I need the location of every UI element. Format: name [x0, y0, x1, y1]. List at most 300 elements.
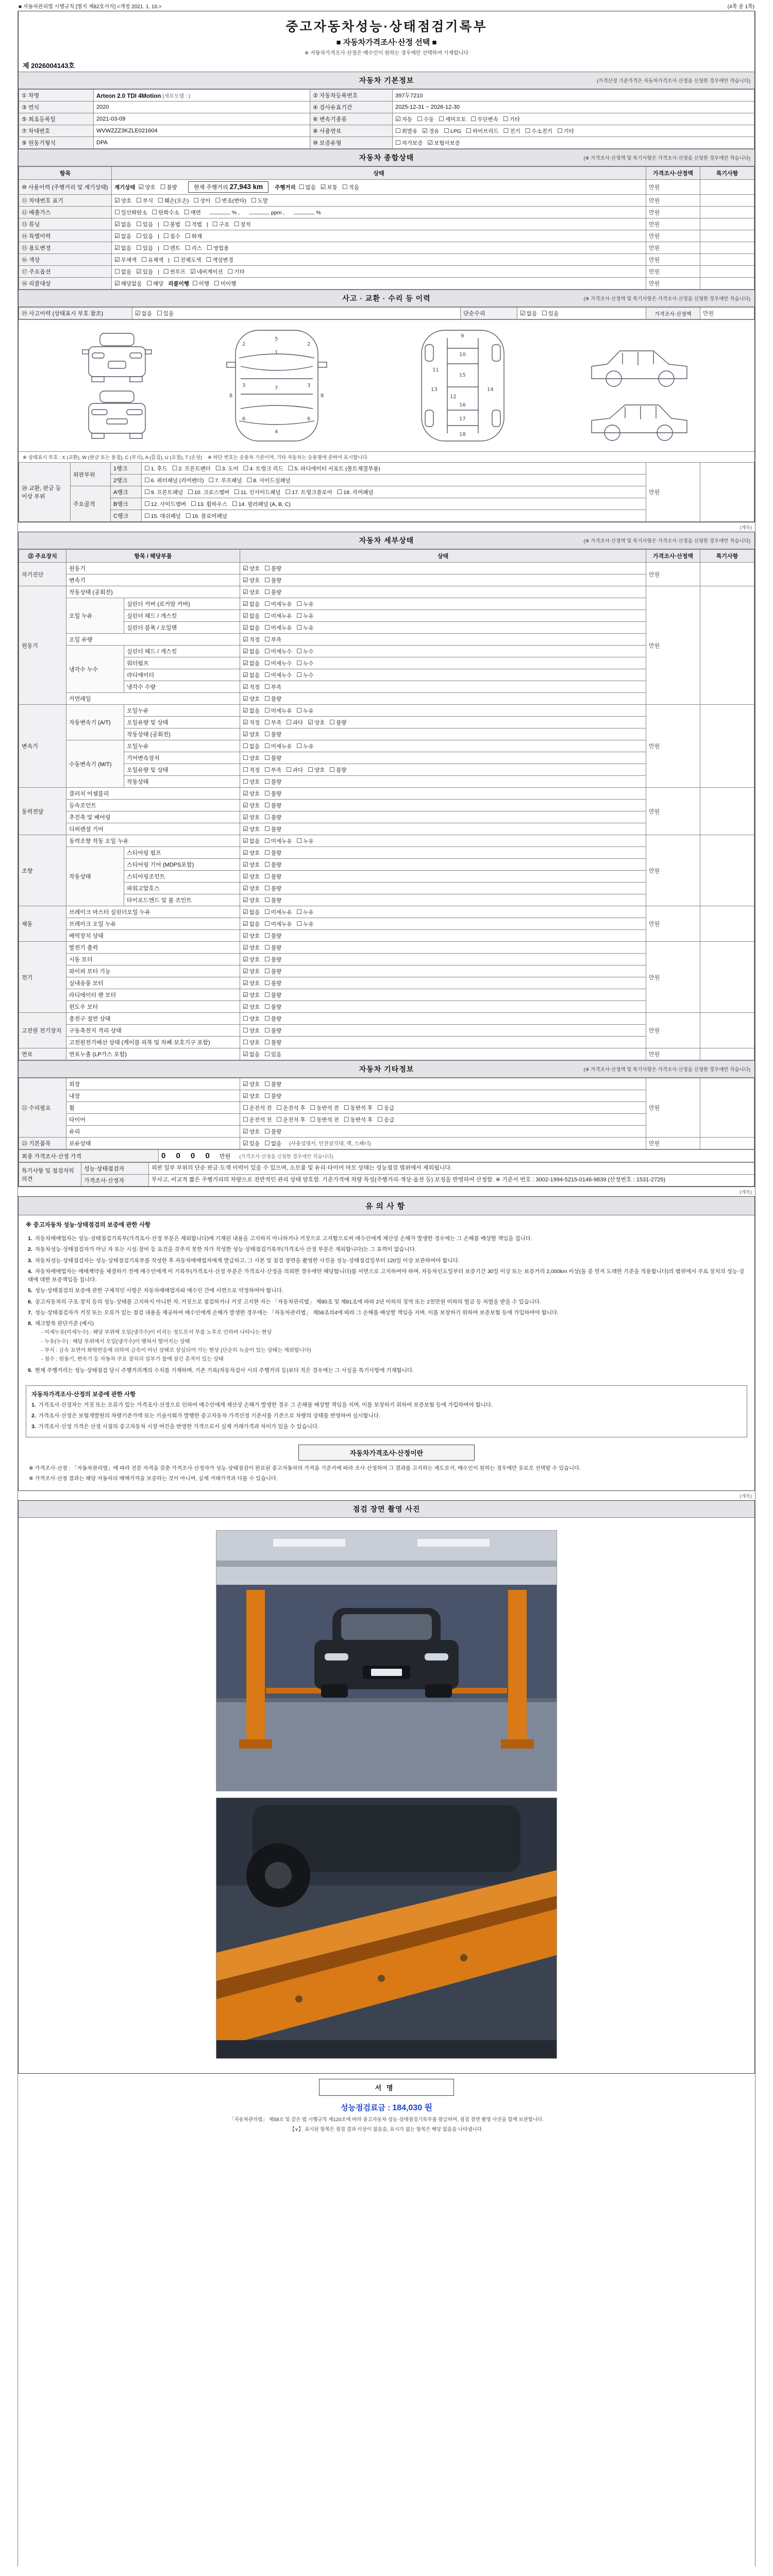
price-cell: 만원 — [700, 308, 754, 319]
checkbox[interactable]: ☐ 미세누유 — [264, 612, 292, 619]
checkbox[interactable]: ☑ 양호 — [243, 564, 260, 572]
empty-box-icon: ☐ — [264, 564, 270, 572]
group-name: 연료 — [19, 1048, 66, 1060]
checkbox[interactable]: ☑ 양호 — [243, 872, 260, 880]
checkbox[interactable]: ☑ 양호 — [243, 825, 260, 833]
checkbox[interactable]: ☐ 훼손(오손) — [158, 196, 189, 204]
checkbox[interactable]: ☑ 양호 — [243, 813, 260, 821]
checkbox[interactable]: ☑ 없음 — [243, 908, 260, 916]
checkbox[interactable]: ☐ 누유 — [296, 706, 314, 714]
checkbox[interactable]: ☐ 장치 — [233, 220, 251, 228]
item-state — [240, 965, 646, 977]
checkbox[interactable]: ☐ 썬루프 — [163, 267, 186, 275]
checkbox[interactable]: ☐ 자가보증 — [395, 139, 423, 146]
checkbox[interactable]: ☑ 없음 — [114, 220, 132, 228]
checkbox[interactable]: ☐ 불량 — [264, 860, 282, 868]
checkbox[interactable]: ☐ 15. 대쉬패널 — [144, 512, 181, 519]
checkbox[interactable]: ☐ 전기 — [503, 127, 520, 134]
checkbox[interactable]: ☐ 없음 — [114, 267, 132, 275]
checkbox[interactable]: ☐ 많음 — [298, 183, 316, 191]
checkbox[interactable]: ☐ 불량 — [264, 813, 282, 821]
checkbox[interactable]: ☐ 과다 — [286, 718, 304, 726]
svg-text:5: 5 — [275, 336, 278, 342]
checkbox[interactable]: ☐ 과다 — [286, 766, 304, 773]
checkbox[interactable]: ☐ 불량 — [264, 730, 282, 738]
checkbox[interactable]: ☑ 양호 — [243, 576, 260, 584]
checkbox[interactable]: ☑ 있음 — [136, 267, 154, 275]
item-state: ☑ 있음 ☐ 없음 (사용설명서, 안전삼각대, 잭, 스패너) — [240, 1138, 646, 1149]
empty-box-icon: ☐ — [144, 476, 150, 484]
checked-box-icon: ☑ — [243, 600, 248, 607]
checkbox[interactable]: ☐ 9. 프론트패널 — [144, 488, 183, 496]
checked-box-icon: ☑ — [243, 576, 248, 584]
checkbox[interactable]: ☑ 양호 — [243, 967, 260, 975]
item-label: 스티어링 펌프 — [124, 847, 240, 859]
checkbox[interactable]: ☐ 3. 도어 — [215, 464, 239, 472]
checkbox[interactable]: ☑ 없음 — [243, 647, 260, 655]
notice-subitem: - 누유(누수) : 해당 부위에서 오일(냉각수)이 맺혀서 떨어지는 상태 — [41, 1338, 190, 1345]
checkbox[interactable]: ☑ 없음 — [243, 623, 260, 631]
empty-box-icon: ☐ — [184, 232, 191, 240]
checkbox[interactable]: ☐ 11. 인사이드패널 — [234, 488, 281, 496]
checkbox[interactable]: ☐ 휘발유 — [395, 127, 418, 134]
checkbox[interactable]: ☐ 불량 — [264, 896, 282, 904]
checkbox[interactable]: ☐ 불량 — [264, 564, 282, 572]
group-name: 동력전달 — [19, 788, 66, 835]
checkbox[interactable]: ☐ 16. 플로어패널 — [185, 512, 227, 519]
checkbox[interactable]: ☐ 변조(변타) — [215, 196, 246, 204]
empty-box-icon: ☐ — [227, 267, 233, 275]
checkbox[interactable]: ☐ 부족 — [264, 635, 282, 643]
checkbox[interactable]: ☐ 불량 — [264, 588, 282, 596]
row-label: ⑰ 주요옵션 — [19, 266, 112, 278]
item-label: 시동 모터 — [66, 954, 240, 965]
checked-box-icon: ☑ — [243, 1003, 248, 1010]
empty-box-icon: ☐ — [343, 1104, 349, 1111]
checkbox[interactable]: ☑ 보통 — [320, 183, 338, 191]
checkbox[interactable]: ☐ 불량 — [264, 754, 282, 761]
checkbox[interactable]: ☐ 일산화탄소 — [114, 208, 147, 216]
checkbox[interactable]: ☐ 미세누유 — [264, 623, 292, 631]
table-row — [19, 1090, 754, 1102]
empty-box-icon: ☐ — [264, 623, 270, 631]
item-label: 스티어링 기어 (MDPS포함) — [124, 859, 240, 871]
checkbox[interactable]: ☑ 양호 — [243, 1080, 260, 1088]
checked-box-icon: ☑ — [395, 115, 401, 123]
checkbox[interactable]: ☐ 불량 — [264, 849, 282, 856]
checkbox[interactable]: ☐ 미세누수 — [264, 659, 292, 667]
empty-box-icon: ☐ — [395, 127, 401, 134]
svg-text:12: 12 — [449, 394, 457, 400]
checkbox[interactable]: ☐ 5. 라디에이터 서포트 (볼트체결부품) — [288, 464, 380, 472]
checkbox[interactable]: ☑ 양호 — [243, 694, 260, 702]
checkbox[interactable]: ☐ 1. 후드 — [144, 464, 167, 472]
checkbox[interactable]: ☐ 양호 — [243, 1038, 260, 1046]
checkbox[interactable]: ☑ 적정 — [243, 718, 260, 726]
checkbox[interactable]: ☐ 적법 — [184, 220, 202, 228]
checkbox[interactable]: ☐ 불량 — [264, 967, 282, 975]
checkbox[interactable]: ☐ 수소전기 — [525, 127, 552, 134]
checkbox[interactable]: ☐ 불량 — [264, 955, 282, 963]
item-label: 유리 — [66, 1126, 240, 1138]
checkbox[interactable]: ☐ 미세누수 — [264, 647, 292, 655]
checkbox[interactable]: ☑ 양호 — [243, 896, 260, 904]
price-cell: 만원 — [646, 705, 700, 788]
item-state — [240, 918, 646, 930]
checkbox[interactable]: ☑ 양호 — [243, 955, 260, 963]
checkbox[interactable]: ☐ 상이 — [193, 196, 211, 204]
checkbox[interactable]: ☐ 12. 사이드멤버 — [144, 500, 186, 507]
checkbox[interactable]: ☐ 부족 — [264, 683, 282, 690]
item-state — [240, 646, 646, 657]
checkbox[interactable]: ☑ 무채색 — [114, 256, 137, 263]
svg-text:11: 11 — [432, 367, 439, 373]
checkbox[interactable]: ☐ 불량 — [160, 183, 177, 191]
checkbox[interactable]: ☐ 4. 트렁크 리드 — [243, 464, 283, 472]
empty-box-icon: ☐ — [146, 279, 153, 287]
note-cell — [700, 563, 754, 586]
checkbox[interactable]: ☐ 없음 — [264, 1140, 282, 1147]
price-cell: 만원 — [646, 230, 700, 242]
notice-item: 4. 자동차매매업자는 매매계약을 체결하기 전에 매수인에게 이 기록부(가격조사·산정 부분은 가격조사·산정을 의뢰한 경우에만 해당합니다)를 서면으로 고지하여야 하며, 자동차인도일부터 보증기간 30일 이상 또는 보증거리 2,000km 이상(둘 중 먼저 도래한 기준을 적용합니다)의 범위에서 주요 장치의 성능·상태에 대한 보증책임을 집니다. — [28, 1268, 745, 1283]
checkbox[interactable]: ☑ 양호 — [243, 1003, 260, 1010]
empty-box-icon: ☐ — [192, 279, 198, 287]
empty-box-icon: ☐ — [144, 464, 150, 472]
checkbox[interactable]: ☑ 양호 — [308, 718, 325, 726]
checkbox[interactable]: ☐ 불량 — [264, 1127, 282, 1135]
checkbox[interactable]: ☐ 누유 — [296, 837, 314, 844]
checkbox[interactable]: ☐ 기타 — [227, 267, 245, 275]
checkbox[interactable]: ☐ 불량 — [264, 576, 282, 584]
checkbox[interactable]: ☑ 양호 — [243, 979, 260, 987]
checkbox[interactable]: ☐ 누수 — [296, 671, 314, 679]
checkbox[interactable]: ☐ 불량 — [264, 801, 282, 809]
checkbox[interactable]: ☐ 미세누수 — [264, 671, 292, 679]
note-cell — [700, 1013, 754, 1048]
table-row — [19, 657, 754, 669]
row-state: ☑ 없음 ☐ 있음 | ☐ 침수 ☐ 화재 — [112, 230, 646, 242]
checkbox[interactable]: ☐ 10. 크로스멤버 — [188, 488, 230, 496]
definition-paragraph: ※ 가격조사·산정 결과는 해당 자동차의 매매가격을 보증하는 것이 아니며, 실제 거래가격과 다를 수 있습니다. — [29, 1476, 278, 1482]
checkbox[interactable]: ☐ 불량 — [264, 931, 282, 939]
group-name: ㉒ 수리필요 — [19, 1078, 66, 1138]
checkbox[interactable]: ☐ 14. 필러패널 (A, B, C) — [231, 500, 291, 507]
checkbox[interactable]: ☑ 없음 — [243, 706, 260, 714]
checkbox[interactable]: ☑ 없음 — [243, 1050, 260, 1058]
checkbox[interactable]: ☐ 하이브리드 — [466, 127, 499, 134]
checkbox[interactable]: ☐ 미세누유 — [264, 837, 292, 844]
empty-box-icon: ☐ — [296, 837, 303, 844]
checkbox[interactable]: ☐ 미세누유 — [264, 920, 292, 927]
checkbox[interactable]: ☐ 불량 — [264, 1026, 282, 1034]
checkbox[interactable]: ☐ 미세누유 — [264, 706, 292, 714]
empty-box-icon: ☐ — [542, 309, 547, 317]
item-state — [240, 1025, 646, 1037]
item-state — [240, 894, 646, 906]
price-cell: 만원 — [646, 180, 700, 195]
empty-box-icon: ☐ — [264, 991, 270, 998]
checkbox[interactable]: ☐ 동반석 후 — [343, 1115, 373, 1123]
checkbox[interactable]: ☐ 양호 — [243, 754, 260, 761]
checkbox[interactable]: ☐ 해당 — [146, 279, 164, 287]
table-row — [19, 242, 754, 254]
checkbox[interactable]: ☐ 탄화수소 — [152, 208, 179, 216]
checkbox[interactable]: ☐ 운전석 후 — [276, 1115, 306, 1123]
checkbox[interactable]: ☐ 있음 — [542, 309, 559, 317]
checkbox[interactable]: ☐ 불량 — [264, 1092, 282, 1099]
checkbox[interactable]: ☐ 13. 휠하우스 — [191, 500, 227, 507]
checkbox[interactable]: ☐ 불량 — [264, 884, 282, 892]
checkbox[interactable]: ☐ 매연 — [183, 208, 201, 216]
checkbox[interactable]: ☐ 불량 — [264, 694, 282, 702]
checkbox[interactable]: ☐ 누유 — [296, 920, 314, 927]
checkbox[interactable]: ☐ 누유 — [296, 742, 314, 750]
checkbox[interactable]: ☑ 양호 — [114, 196, 132, 204]
checkbox[interactable]: ☐ 불량 — [264, 979, 282, 987]
checkbox[interactable]: ☐ 불량 — [264, 789, 282, 797]
checkbox[interactable]: ☐ 동반석 전 — [310, 1115, 339, 1123]
checkbox[interactable]: ☐ 리스 — [184, 244, 202, 251]
simple-repair-label: 단순수리 — [461, 308, 517, 319]
checkbox[interactable]: ☐ 운전석 전 — [243, 1115, 272, 1123]
checkbox[interactable]: ☐ 미세누유 — [264, 600, 292, 607]
checkbox[interactable]: ☑ 양호 — [243, 801, 260, 809]
svg-text:6: 6 — [242, 416, 246, 422]
checked-box-icon: ☑ — [243, 718, 248, 726]
checkbox[interactable]: ☐ 18. 리어패널 — [337, 488, 374, 496]
note-cell — [700, 705, 754, 788]
checkbox[interactable]: ☑ 양호 — [243, 789, 260, 797]
checkbox[interactable]: ☐ 미세누유 — [264, 742, 292, 750]
row-label: ⑬ 튜닝 — [19, 218, 112, 230]
checkbox[interactable]: ☑ 없음 — [243, 837, 260, 844]
checkbox[interactable]: ☐ 불량 — [264, 991, 282, 998]
checkbox[interactable]: ☑ 없음 — [243, 612, 260, 619]
checkbox[interactable]: ☐ 양호 — [243, 1014, 260, 1022]
checkbox[interactable]: ☐ 운전석 전 — [243, 1104, 272, 1111]
checkbox[interactable]: ☑ 없음 — [243, 600, 260, 607]
checkbox[interactable]: ☐ 불량 — [264, 825, 282, 833]
checkbox[interactable]: ☐ 부족 — [264, 718, 282, 726]
checkbox[interactable]: ☑ 경유 — [422, 127, 440, 134]
table-row — [19, 776, 754, 788]
checked-box-icon: ☑ — [243, 920, 248, 927]
table-row — [19, 125, 754, 137]
field-label: ⑨ 원동기형식 — [19, 137, 94, 149]
checkbox[interactable]: ☑ 양호 — [243, 1092, 260, 1099]
checkbox[interactable]: ☑ 양호 — [243, 730, 260, 738]
checkbox[interactable]: ☐ 없음 — [243, 742, 260, 750]
checkbox[interactable]: ☐ 침수 — [163, 232, 180, 240]
checkbox[interactable]: ☑ 네비게이션 — [190, 267, 223, 275]
checkbox[interactable]: ☐ 누유 — [296, 908, 314, 916]
checkbox[interactable]: ☑ 없음 — [114, 244, 132, 251]
checkbox[interactable]: ☐ 부식 — [136, 196, 154, 204]
checkbox[interactable]: ☐ 미세누유 — [264, 908, 292, 916]
checkbox[interactable]: ☐ 누수 — [296, 647, 314, 655]
empty-box-icon: ☐ — [215, 464, 221, 472]
checkbox[interactable]: ☐ 영업용 — [206, 244, 229, 251]
checkbox[interactable]: ☐ 화재 — [184, 232, 202, 240]
checkbox[interactable]: ☐ 양호 — [243, 777, 260, 785]
empty-box-icon: ☐ — [296, 623, 303, 631]
checkbox[interactable]: ☐ 누유 — [296, 612, 314, 619]
checkbox[interactable]: ☐ 불량 — [264, 1080, 282, 1088]
checkbox[interactable]: ☐ 렌트 — [163, 244, 180, 251]
checkbox[interactable]: ☐ 동반석 후 — [343, 1104, 373, 1111]
empty-box-icon: ☐ — [525, 127, 531, 134]
checked-box-icon: ☑ — [243, 908, 248, 916]
checkbox[interactable]: ☐ 적음 — [342, 183, 359, 191]
checkbox[interactable]: ☐ LPG — [444, 127, 462, 134]
checkbox[interactable]: ☐ 불량 — [264, 872, 282, 880]
checked-box-icon: ☑ — [114, 196, 120, 204]
table-row — [19, 1150, 754, 1162]
checkbox[interactable]: ☑ 양호 — [243, 991, 260, 998]
checkbox[interactable]: ☐ 전체도색 — [174, 256, 201, 263]
checkbox[interactable]: ☐ 불량 — [264, 1003, 282, 1010]
checkbox[interactable]: ☐ 있음 — [157, 309, 174, 317]
checked-box-icon: ☑ — [320, 183, 326, 191]
checkbox[interactable]: ☐ 불량 — [264, 943, 282, 951]
checkbox[interactable]: ☐ 구조 — [212, 220, 229, 228]
price-cell: 만원 — [646, 1048, 700, 1060]
checkbox[interactable]: ☐ 8. 사이드실패널 — [246, 476, 291, 484]
checkbox[interactable]: ☑ 양호 — [243, 1127, 260, 1135]
checkbox[interactable]: ☑ 적정 — [243, 683, 260, 690]
rankC-options — [142, 510, 646, 522]
item-label: 파워고압호스 — [124, 883, 240, 894]
item-state — [240, 669, 646, 681]
checkbox[interactable]: ☐ 유채색 — [141, 256, 164, 263]
item-state — [240, 681, 646, 693]
empty-box-icon: ☐ — [264, 849, 270, 856]
checkbox[interactable]: ☐ 불법 — [163, 220, 180, 228]
checkbox[interactable]: ☐ 운전석 후 — [276, 1104, 306, 1111]
table-row — [19, 308, 754, 319]
first-registration-date: 2021-03-09 — [94, 113, 310, 125]
checkbox[interactable]: ☑ 없음 — [114, 232, 132, 240]
checkbox[interactable]: ☐ 누유 — [296, 600, 314, 607]
notice-item: 8. 체크항목 판단기준 (예시) - 미세누유(미세누수) : 해당 부위에 오일(냉각수)이 비치는 정도로서 부품 노후로 인하여 나타나는 현상 - 누유(누수) : 해당 부위에서 오일(냉각수)이 맺혀서 떨어지는 상태 - 부식 : 금속 표면이 화학반응에 의하여 금속이 아닌 상태로 상실되어 가는 현상 (단순히 녹슬어 있는 상태는 제외합니다) - 침수 : 원동기, 변속기 등 자동차 주요 장치의 일부가 물에 잠긴 흔적이 있는 상태 — [28, 1319, 745, 1363]
checkbox[interactable]: ☐ 있음 — [136, 244, 154, 251]
checkbox[interactable]: ☐ 있음 — [136, 232, 154, 240]
checkbox[interactable]: ☐ 있음 — [264, 1050, 282, 1058]
checked-box-icon: ☑ — [114, 279, 120, 287]
checkbox[interactable]: ☐ 응급 — [377, 1104, 395, 1111]
table-row — [19, 278, 754, 290]
table-row — [19, 510, 754, 522]
checkbox[interactable]: ☐ 불량 — [329, 766, 347, 773]
table-row — [19, 101, 754, 113]
checkbox[interactable]: ☐ 동반석 전 — [310, 1104, 339, 1111]
checkbox[interactable]: ☑ 양호 — [243, 943, 260, 951]
item-state — [240, 883, 646, 894]
checkbox[interactable]: ☑ 자동 — [395, 115, 413, 123]
checkbox[interactable]: ☐ 17. 트렁크플로어 — [285, 488, 332, 496]
checkbox[interactable]: ☐ 응급 — [377, 1115, 395, 1123]
svg-text:2: 2 — [307, 342, 311, 347]
checkbox[interactable]: ☐ 양호 — [243, 1026, 260, 1034]
checkbox[interactable]: ☑ 양호 — [243, 849, 260, 856]
row-state: ☐ 없음 ☑ 있음 | ☐ 썬루프 ☑ 네비게이션 ☐ 기타 — [112, 266, 646, 278]
checkbox[interactable]: ☑ 양호 — [243, 588, 260, 596]
checkbox[interactable]: ☐ 불량 — [264, 1038, 282, 1046]
checkbox[interactable]: ☐ 이행 — [192, 279, 210, 287]
checkbox[interactable]: ☐ 누수 — [296, 659, 314, 667]
checkbox[interactable]: ☑ 보험사보증 — [427, 139, 460, 146]
empty-box-icon: ☐ — [264, 600, 270, 607]
price-cell: 만원 — [646, 195, 700, 207]
checkbox[interactable]: ☐ 색상변경 — [206, 256, 233, 263]
empty-box-icon: ☐ — [264, 1092, 270, 1099]
checkbox[interactable]: ☐ 불량 — [264, 1014, 282, 1022]
checkbox[interactable]: ☑ 적정 — [243, 635, 260, 643]
checkbox[interactable]: ☐ 무단변속 — [470, 115, 498, 123]
checkbox[interactable]: ☐ 적정 — [243, 766, 260, 773]
empty-box-icon: ☐ — [193, 196, 199, 204]
checkbox[interactable]: ☐ 불량 — [329, 718, 347, 726]
empty-box-icon: ☐ — [114, 267, 120, 275]
empty-box-icon: ☐ — [163, 220, 169, 228]
checkbox[interactable]: ☐ 도말 — [250, 196, 268, 204]
table-row — [19, 610, 754, 622]
note-cell — [700, 1138, 754, 1149]
checkbox[interactable]: ☑ 있음 — [243, 1140, 260, 1147]
checkbox[interactable]: ☑ 없음 — [243, 671, 260, 679]
checkbox[interactable]: ☐ 세미오토 — [439, 115, 466, 123]
empty-box-icon: ☐ — [264, 754, 270, 761]
checkbox[interactable]: ☐ 6. 쿼터패널 (리어펜더) — [144, 476, 204, 484]
final-price-value: 0 0 0 0 만원 (가격조사·산정을 신청한 경우에만 적습니다) — [159, 1150, 754, 1162]
checkbox[interactable]: ☑ 없음 — [520, 309, 537, 317]
empty-box-icon: ☐ — [296, 600, 303, 607]
engine-type: DPA — [94, 137, 310, 149]
warranty-options — [393, 137, 754, 149]
document-subtitle-note: ※ 자동차가격조사·산정은 매수인이 원하는 경우에만 선택하여 기재합니다 — [304, 50, 469, 56]
checkbox[interactable]: ☑ 없음 — [243, 659, 260, 667]
transmission-options — [393, 113, 754, 125]
checkbox[interactable]: ☑ 없음 — [243, 920, 260, 927]
checked-box-icon: ☑ — [243, 730, 248, 738]
empty-box-icon: ☐ — [152, 208, 158, 216]
checkbox[interactable]: ☑ 양호 — [243, 860, 260, 868]
checked-box-icon: ☑ — [114, 232, 120, 240]
checked-box-icon: ☑ — [138, 183, 144, 191]
item-label: 실린더 블록 / 오일팬 — [124, 622, 240, 634]
checkbox[interactable]: ☐ 양호 — [308, 766, 325, 773]
checkbox[interactable]: ☐ 있음 — [136, 220, 154, 228]
checkbox[interactable]: ☐ 기타 — [502, 115, 520, 123]
checkbox[interactable]: ☐ 누유 — [296, 623, 314, 631]
checkbox[interactable]: ☐ 부족 — [264, 766, 282, 773]
checkbox[interactable]: ☑ 해당없음 — [114, 279, 142, 287]
checkbox[interactable]: ☑ 양호 — [243, 884, 260, 892]
checkbox[interactable]: ☐ 수동 — [417, 115, 434, 123]
empty-box-icon: ☐ — [264, 1014, 270, 1022]
empty-box-icon: ☐ — [136, 220, 142, 228]
checkbox[interactable]: ☑ 양호 — [243, 931, 260, 939]
checkbox[interactable]: ☐ 기타 — [557, 127, 574, 134]
checkbox[interactable]: ☐ 2. 프론트펜더 — [172, 464, 211, 472]
checkbox[interactable]: ☐ 7. 루프패널 — [208, 476, 242, 484]
checkbox[interactable]: ☑ 없음 — [135, 309, 153, 317]
checkbox[interactable]: ☑ 양호 — [138, 183, 156, 191]
checkbox[interactable]: ☐ 불량 — [264, 777, 282, 785]
checkbox[interactable]: ☐ 미이행 — [214, 279, 237, 287]
item-state — [240, 1001, 646, 1013]
table-row — [19, 728, 754, 740]
